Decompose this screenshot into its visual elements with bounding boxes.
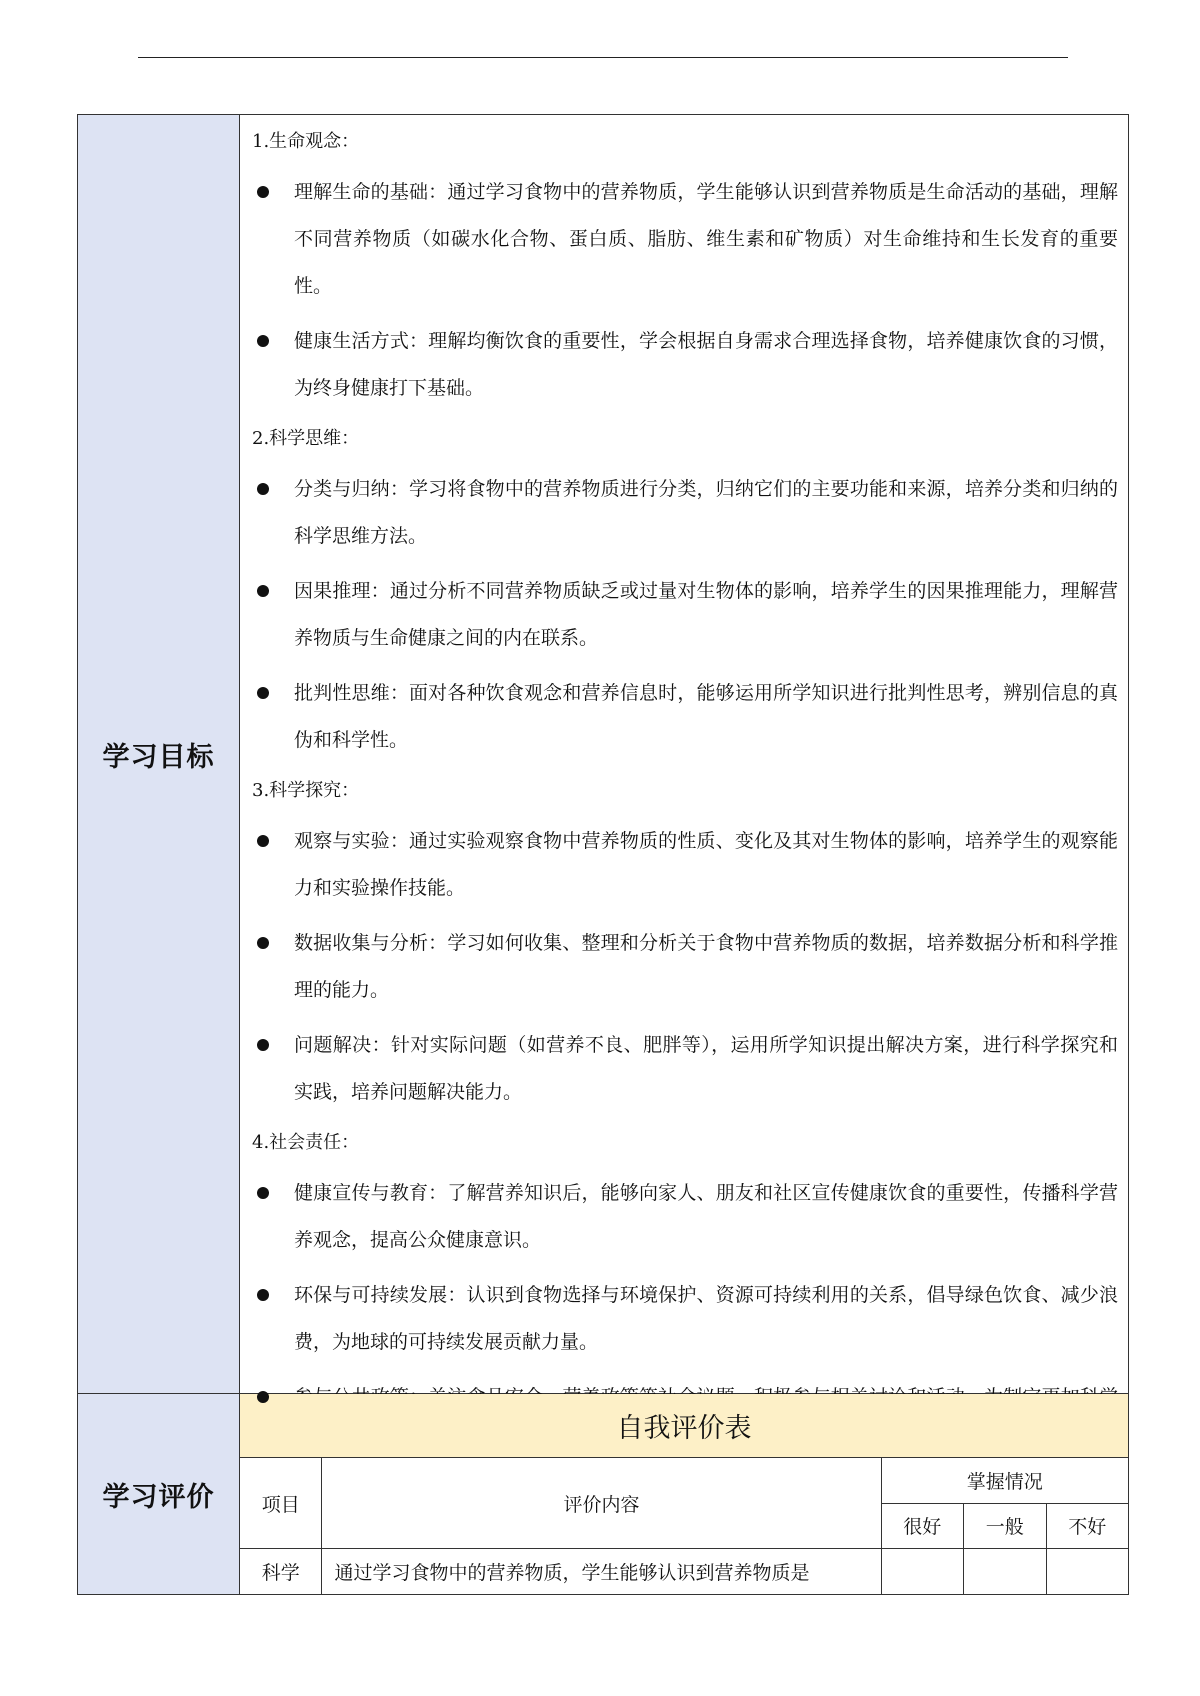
- list-item-text: 因果推理：通过分析不同营养物质缺乏或过量对生物体的影响，培养学生的因果推理能力，理解营养物质与生命健康之间的内在联系。: [294, 580, 1118, 649]
- goal-section: [252, 776, 1118, 1116]
- bullet-icon: [252, 470, 294, 560]
- learning-goals-content: [240, 115, 1128, 1393]
- section-title: 2.科学思维：: [252, 428, 360, 449]
- row-content: 通过学习食物中的营养物质，学生能够认识到营养物质是: [322, 1549, 881, 1594]
- learning-evaluation-label: 学习评价: [78, 1394, 240, 1594]
- bullet-icon: [252, 924, 294, 1014]
- list-item: [252, 1174, 1118, 1264]
- bullet-icon: [252, 572, 294, 662]
- bullet-icon: [252, 674, 294, 764]
- list-item-text: 观察与实验：通过实验观察食物中营养物质的性质、变化及其对生物体的影响，培养学生的观察能力和实验操作技能。: [294, 830, 1118, 899]
- learning-goals-row: [78, 115, 1128, 1394]
- header-rule: [138, 57, 1068, 58]
- list-item: [252, 173, 1118, 310]
- section-title: 1.生命观念：: [252, 131, 360, 152]
- list-item-text: 理解生命的基础：通过学习食物中的营养物质，学生能够认识到营养物质是生命活动的基础，理解不同营养物质（如碳水化合物、蛋白质、脂肪、维生素和矿物质）对生命维持和生长发育的重要性。: [294, 181, 1118, 297]
- list-item-text: 数据收集与分析：学习如何收集、整理和分析关于食物中营养物质的数据，培养数据分析和科学推理的能力。: [294, 932, 1118, 1001]
- list-item: [252, 572, 1118, 662]
- learning-goals-label: 学习目标: [78, 115, 240, 1393]
- list-item: [252, 924, 1118, 1014]
- learning-evaluation-row: [78, 1394, 1128, 1594]
- list-item-text: 批判性思维：面对各种饮食观念和营养信息时，能够运用所学知识进行批判性思考，辨别信息的真伪和科学性。: [294, 682, 1118, 751]
- header-level-poor: 不好: [1046, 1503, 1128, 1549]
- header-level-average: 一般: [964, 1503, 1046, 1549]
- bullet-icon: [252, 1174, 294, 1264]
- self-evaluation-table: [240, 1458, 1128, 1594]
- check-cell-poor[interactable]: [1046, 1549, 1128, 1594]
- header-item: 项目: [240, 1458, 322, 1549]
- list-item: [252, 1026, 1118, 1116]
- section-title: 3.科学探究：: [252, 780, 360, 801]
- self-evaluation-block: [240, 1394, 1128, 1594]
- check-cell-average[interactable]: [964, 1549, 1046, 1594]
- bullet-icon: [252, 1276, 294, 1366]
- check-cell-good[interactable]: [881, 1549, 963, 1594]
- section-title: 4.社会责任：: [252, 1132, 360, 1153]
- list-item: [252, 470, 1118, 560]
- lesson-table: [77, 114, 1129, 1595]
- bullet-icon: [252, 173, 294, 310]
- list-item-text: 健康宣传与教育：了解营养知识后，能够向家人、朋友和社区宣传健康饮食的重要性，传播科学营养观念，提高公众健康意识。: [294, 1182, 1118, 1251]
- list-item: [252, 822, 1118, 912]
- list-item: [252, 674, 1118, 764]
- table-header-row: [240, 1458, 1128, 1503]
- bullet-icon: [252, 1378, 294, 1468]
- header-mastery: 掌握情况: [881, 1458, 1128, 1503]
- header-content: 评价内容: [322, 1458, 881, 1549]
- table-row: [240, 1549, 1128, 1594]
- list-item: [252, 322, 1118, 412]
- row-item: 科学: [240, 1549, 322, 1594]
- bullet-icon: [252, 1026, 294, 1116]
- list-item-text: 健康生活方式：理解均衡饮食的重要性，学会根据自身需求合理选择食物，培养健康饮食的习惯，为终身健康打下基础。: [294, 330, 1118, 399]
- list-item: [252, 1276, 1118, 1366]
- bullet-icon: [252, 322, 294, 412]
- list-item-text: 环保与可持续发展：认识到食物选择与环境保护、资源可持续利用的关系，倡导绿色饮食、减少浪费，为地球的可持续发展贡献力量。: [294, 1284, 1118, 1353]
- bullet-icon: [252, 822, 294, 912]
- goal-section: [252, 127, 1118, 412]
- list-item-text: 问题解决：针对实际问题（如营养不良、肥胖等），运用所学知识提出解决方案，进行科学探究和实践，培养问题解决能力。: [294, 1034, 1118, 1103]
- list-item-text: 分类与归纳：学习将食物中的营养物质进行分类，归纳它们的主要功能和来源，培养分类和归纳的科学思维方法。: [294, 478, 1118, 547]
- goal-section: [252, 424, 1118, 764]
- header-level-good: 很好: [881, 1503, 963, 1549]
- self-evaluation-title: 自我评价表: [240, 1394, 1128, 1458]
